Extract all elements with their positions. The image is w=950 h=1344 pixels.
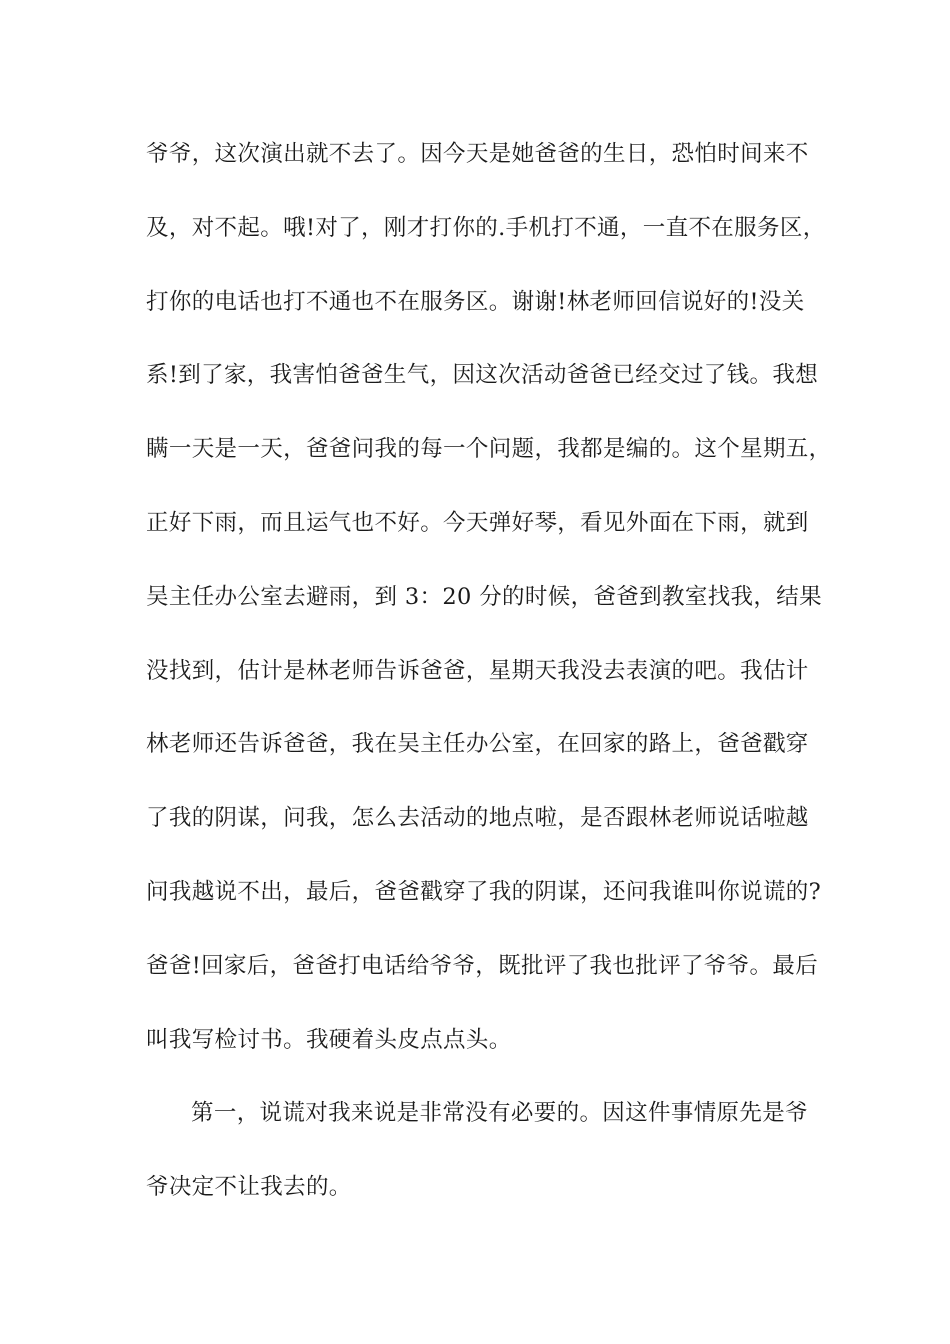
text-line: 叫我写检讨书。我硬着头皮点点头。: [146, 1026, 512, 1053]
text-line: 吴主任办公室去避雨，到 3：20 分的时候，爸爸到教室找我，结果: [146, 583, 822, 610]
text-line: 林老师还告诉爸爸，我在吴主任办公室，在回家的路上，爸爸戳穿: [146, 731, 809, 758]
text-line: 问我越说不出，最后，爸爸戳穿了我的阴谋，还问我谁叫你说谎的?: [146, 878, 822, 905]
body-text: [146, 128, 832, 1235]
text-line: 系!到了家，我害怕爸爸生气，因这次活动爸爸已经交过了钱。我想: [146, 362, 819, 389]
text-line: 没找到，估计是林老师告诉爸爸，星期天我没去表演的吧。我估计: [146, 657, 809, 684]
text-line: 爷爷，这次演出就不去了。因今天是她爸爸的生日，恐怕时间来不: [146, 141, 809, 167]
text-line: 打你的电话也打不通也不在服务区。谢谢!林老师回信说好的!没关: [146, 288, 805, 315]
text-line: 瞒一天是一天，爸爸问我的每一个问题，我都是编的。这个星期五，: [146, 436, 832, 463]
text-line: 正好下雨，而且运气也不好。今天弹好琴，看见外面在下雨，就到: [146, 509, 809, 536]
text-line: 了我的阴谋，问我，怎么去活动的地点啦，是否跟林老师说话啦越: [146, 805, 809, 832]
text-line: 爸爸!回家后，爸爸打电话给爷爷，既批评了我也批评了爷爷。最后: [146, 952, 819, 979]
text-line: 及，对不起。哦!对了，刚才打你的.手机打不通，一直不在服务区，: [146, 214, 826, 241]
paragraph-first-line: 第一，说谎对我来说是非常没有必要的。因这件事情原先是爷: [191, 1100, 808, 1127]
text-line: 爷决定不让我去的。: [146, 1174, 352, 1201]
